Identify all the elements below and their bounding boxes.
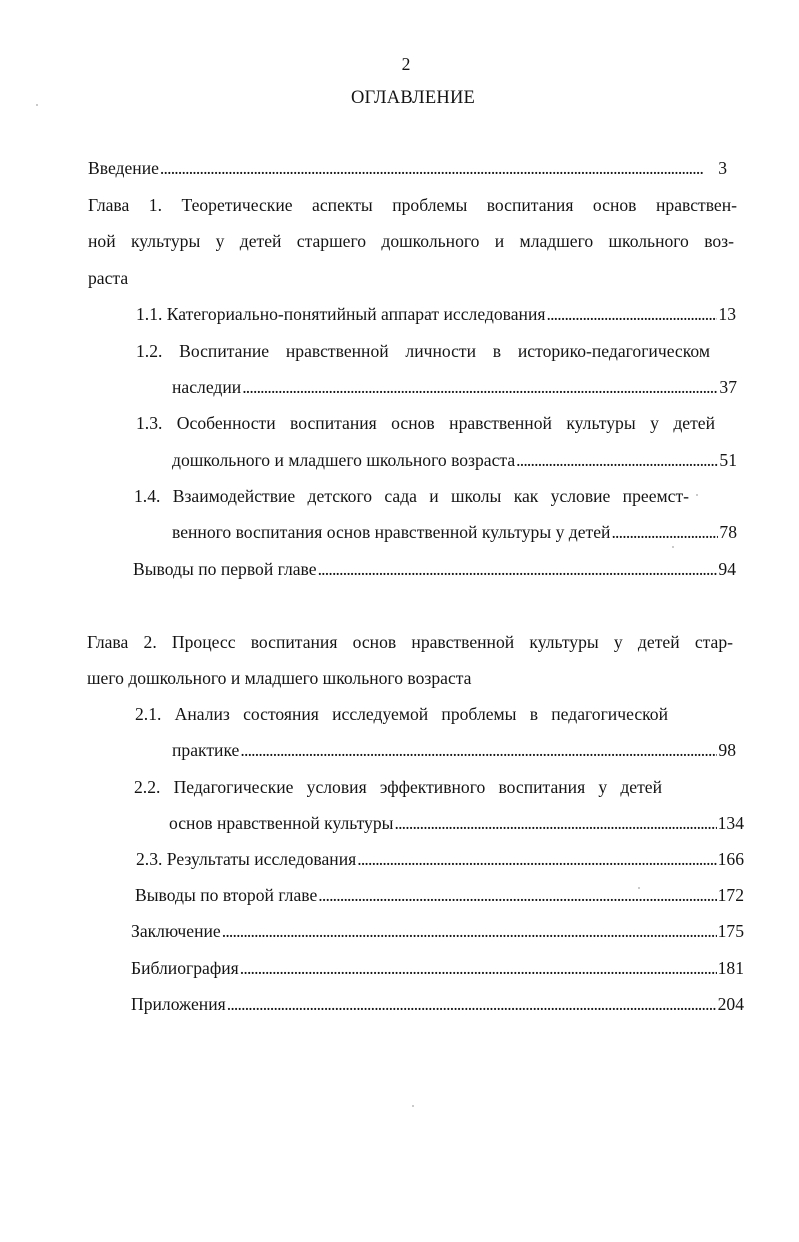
toc-leader-dots: [318, 557, 718, 581]
toc-page-number: 166: [717, 849, 744, 869]
toc-page-number: 37: [719, 377, 737, 397]
toc-entry-1-2-line1[interactable]: 1.2. Воспитание нравственной личности в историко-педагогическом: [136, 341, 710, 361]
toc-leader-dots: [227, 992, 717, 1016]
toc-page-number: 98: [718, 740, 736, 760]
toc-page-number: 172: [717, 885, 744, 905]
toc-page-number: 181: [717, 958, 744, 978]
toc-chapter2-title-line1[interactable]: Глава 2. Процесс воспитания основ нравственной культуры у детей стар-: [87, 632, 733, 652]
toc-leader-dots: [394, 811, 716, 835]
toc-entry-text: практике: [172, 740, 240, 760]
page-title: ОГЛАВЛЕНИЕ: [350, 88, 476, 108]
toc-entry-1-4-line2[interactable]: [172, 520, 737, 544]
toc-entry-2-1-line1[interactable]: 2.1. Анализ состояния исследуемой проблемы в педагогической: [135, 704, 668, 724]
toc-leader-dots: [240, 956, 717, 980]
toc-entry-text: венного воспитания основ нравственной культуры у детей: [172, 522, 611, 542]
toc-entry-text: наследии: [172, 377, 242, 397]
toc-entry-text: Библиография: [131, 958, 239, 978]
toc-entry-intro[interactable]: [88, 156, 727, 180]
toc-entry-text: дошкольного и младшего школьного возраста: [172, 450, 516, 470]
toc-leader-dots: [242, 375, 718, 399]
scan-speck: [672, 546, 674, 548]
toc-chapter2-title-line2[interactable]: шего дошкольного и младшего школьного возраста: [87, 668, 472, 688]
toc-leader-dots: [222, 919, 717, 943]
toc-page-number: 134: [717, 813, 744, 833]
toc-entry-conclusion[interactable]: [131, 919, 744, 943]
toc-page-number: 94: [718, 559, 736, 579]
toc-leader-dots: [516, 448, 718, 472]
page-number: 2: [401, 54, 411, 74]
toc-entry-1-3-line2[interactable]: [172, 448, 737, 472]
toc-entry-text: основ нравственной культуры: [169, 813, 394, 833]
toc-page-number: 51: [719, 450, 737, 470]
toc-entry-text: Приложения: [131, 994, 226, 1014]
toc-chapter1-title-line3[interactable]: раста: [88, 268, 129, 288]
toc-entry-1-3-line1[interactable]: 1.3. Особенности воспитания основ нравственной культуры у детей: [136, 413, 715, 433]
toc-entry-2-3[interactable]: [136, 847, 744, 871]
toc-entry-1-1[interactable]: [136, 302, 736, 326]
toc-entry-2-1-line2[interactable]: [172, 738, 736, 762]
toc-entry-text: Заключение: [131, 921, 221, 941]
toc-page-number: 175: [717, 921, 744, 941]
toc-leader-dots: [318, 883, 716, 907]
toc-page-number: 204: [717, 994, 744, 1014]
toc-entry-text: 2.3. Результаты исследования: [136, 849, 357, 869]
toc-entry-text: 1.1. Категориально-понятийный аппарат исследования: [136, 304, 546, 324]
toc-entry-bibliography[interactable]: [131, 956, 744, 980]
toc-chapter1-title-line2[interactable]: ной культуры у детей старшего дошкольного и младшего школьного воз-: [88, 231, 734, 251]
toc-entry-2-2-line1[interactable]: 2.2. Педагогические условия эффективного воспитания у детей: [134, 777, 662, 797]
toc-page-number: 13: [718, 304, 736, 324]
toc-entry-chapter1-conclusions[interactable]: [133, 557, 736, 581]
toc-leader-dots: [357, 847, 716, 871]
toc-entry-1-2-line2[interactable]: [172, 375, 737, 399]
toc-entry-text: Введение: [88, 158, 159, 178]
toc-entry-1-4-line1[interactable]: 1.4. Взаимодействие детского сада и школы как условие преемст-: [134, 486, 689, 506]
scan-speck: [36, 104, 38, 106]
scan-speck: [696, 494, 698, 496]
toc-leader-dots: [240, 738, 717, 762]
toc-entry-2-2-line2[interactable]: [169, 811, 744, 835]
toc-page-number: 78: [719, 522, 737, 542]
toc-entry-text: Выводы по второй главе: [135, 885, 318, 905]
scan-speck: [638, 887, 640, 889]
toc-entry-appendices[interactable]: [131, 992, 744, 1016]
scan-speck: [412, 1105, 414, 1107]
toc-chapter1-title-line1[interactable]: Глава 1. Теоретические аспекты проблемы воспитания основ нравствен-: [88, 195, 737, 215]
toc-entry-text: Выводы по первой главе: [133, 559, 317, 579]
toc-leader-dots: [611, 520, 718, 544]
toc-leader-dots: [546, 302, 717, 326]
toc-entry-chapter2-conclusions[interactable]: [135, 883, 744, 907]
toc-page-number: 3: [718, 158, 727, 178]
toc-leader-dots: [160, 156, 717, 180]
